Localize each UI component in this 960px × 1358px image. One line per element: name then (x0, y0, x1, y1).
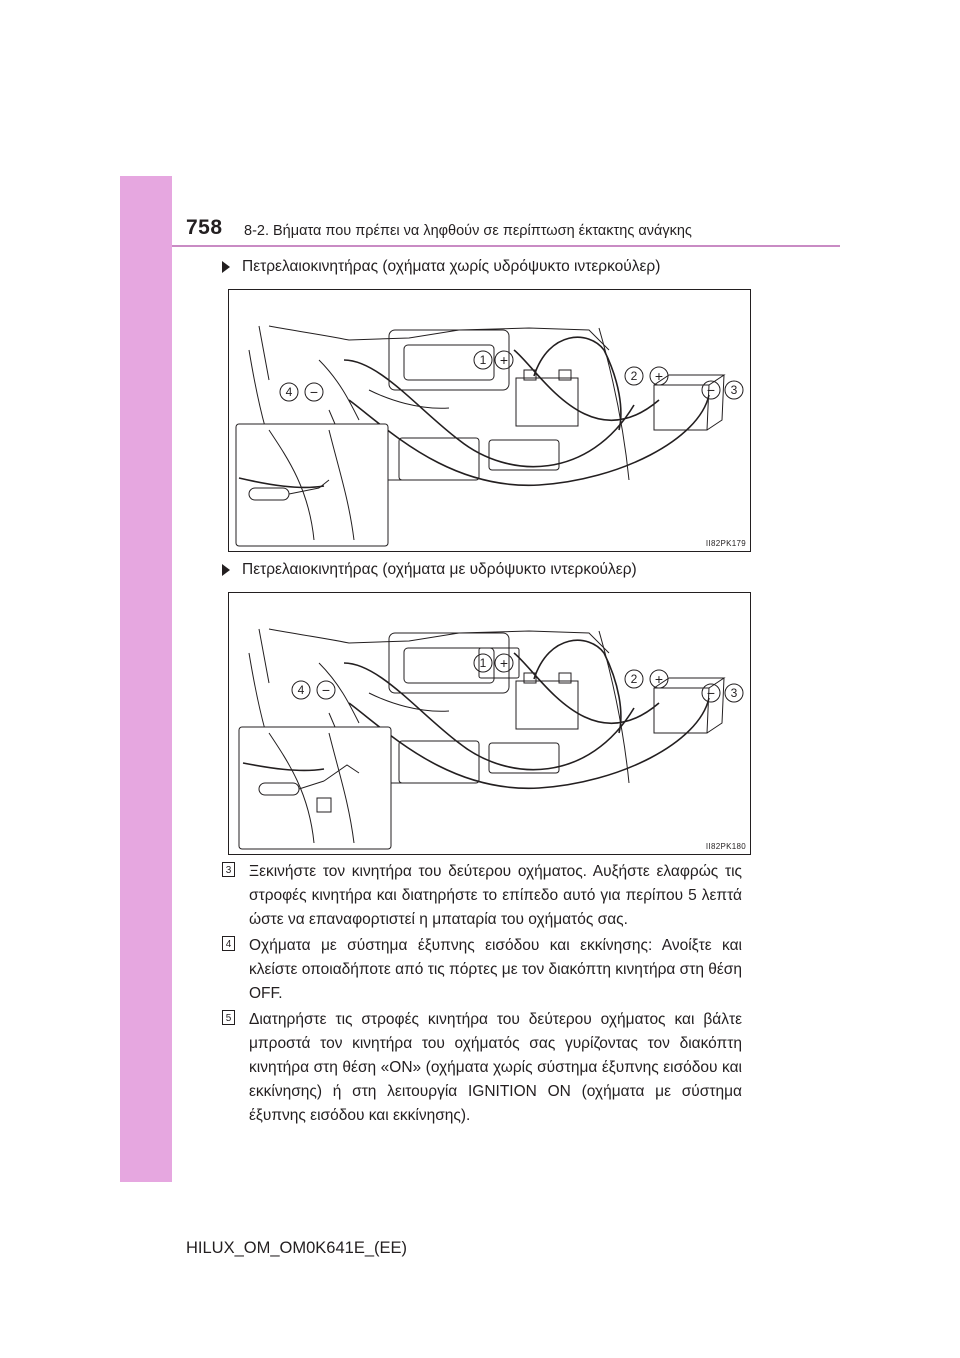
page-number: 758 (186, 216, 223, 239)
step-3 (222, 860, 742, 932)
step-number-badge: 3 (222, 862, 235, 877)
plus-terminal-icon: + (499, 352, 509, 368)
figure-2-caption (222, 561, 637, 579)
bullet-arrow-icon (222, 564, 230, 576)
header-divider (172, 245, 840, 247)
bullet-arrow-icon (222, 261, 230, 273)
figure-2-code: II82PK180 (705, 842, 746, 851)
figure-2-callout-4: 4 (297, 683, 305, 697)
minus-terminal-icon: − (706, 382, 716, 398)
figure-1-callout-3: 3 (730, 383, 738, 397)
figure-2-caption-text: Πετρελαιοκινητήρας (οχήματα με υδρόψυκτο ιντερκούλερ) (242, 561, 637, 578)
plus-terminal-icon: + (499, 655, 509, 671)
figure-1-caption-text: Πετρελαιοκινητήρας (οχήματα χωρίς υδρόψυκτο ιντερκούλερ) (242, 258, 661, 275)
figure-2-callout-3: 3 (730, 686, 738, 700)
figure-1-jumper-cable-diagram (228, 289, 751, 552)
figure-1-caption (222, 258, 660, 276)
minus-terminal-icon: − (309, 384, 319, 400)
figure-2-jumper-cable-diagram (228, 592, 751, 855)
figure-2-illustration (229, 593, 750, 854)
chapter-sidebar-tab (120, 176, 172, 1182)
figure-1-callout-4: 4 (285, 385, 293, 399)
minus-terminal-icon: − (706, 685, 716, 701)
step-3-text: Ξεκινήστε τον κινητήρα του δεύτερου οχήματος. Αυξήστε ελαφρώς τις στροφές κινητήρα και διατηρήστε το επίπεδο αυτό για περίπου 5 λεπτά ώστε να επαναφορτιστεί η μπαταρία του οχήματός σας. (249, 863, 742, 928)
document-code-footer: HILUX_OM_OM0K641E_(EE) (186, 1239, 408, 1257)
figure-2-callout-1: 1 (479, 656, 487, 670)
minus-terminal-icon: − (321, 682, 331, 698)
step-number-badge: 4 (222, 936, 235, 951)
step-5 (222, 1008, 742, 1128)
plus-terminal-icon: + (654, 368, 664, 384)
figure-2-callout-2: 2 (630, 672, 638, 686)
figure-1-illustration (229, 290, 750, 551)
step-number-badge: 5 (222, 1010, 235, 1025)
step-4 (222, 934, 742, 1006)
step-4-text: Οχήματα με σύστημα έξυπνης εισόδου και εκκίνησης: Ανοίξτε και κλείστε οποιαδήποτε από τις πόρτες με τον διακόπτη κινητήρα στη θέση OFF. (249, 937, 742, 1002)
figure-1-code: II82PK179 (705, 539, 746, 548)
figure-1-callout-1: 1 (479, 353, 487, 367)
figure-1-callout-2: 2 (630, 369, 638, 383)
plus-terminal-icon: + (654, 671, 664, 687)
section-title: 8-2. Βήματα που πρέπει να ληφθούν σε περίπτωση έκτακτης ανάγκης (244, 223, 692, 239)
step-5-text: Διατηρήστε τις στροφές κινητήρα του δεύτερου οχήματος και βάλτε μπροστά τον κινητήρα του οχήματός σας γυρίζοντας τον διακόπτη κινητήρα στη θέση «ON» (οχήματα χωρίς σύστημα έξυπνης εισόδου και εκκίνησης) ή στη λειτουργία IGNITION ON (οχήματα με σύστημα έξυπνης εισόδου και εκκίνησης). (249, 1011, 742, 1124)
